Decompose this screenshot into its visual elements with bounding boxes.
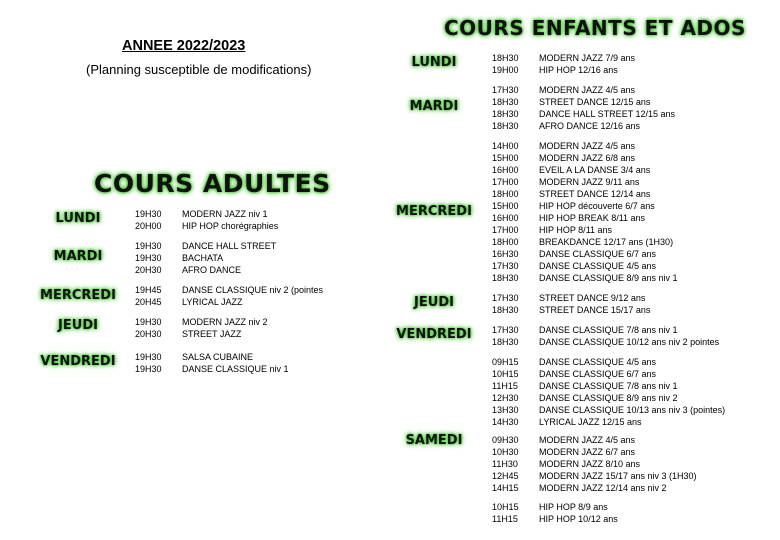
schedule-row <box>492 224 678 236</box>
class-time: 20H30 <box>135 265 162 275</box>
kids-day-mardi: MARDI <box>409 99 459 114</box>
class-time: 17H30 <box>492 293 519 303</box>
schedule-row <box>492 52 635 64</box>
schedule-row <box>492 392 725 404</box>
schedule-row <box>492 368 725 380</box>
schedule-row <box>492 164 678 176</box>
kids-mardi-schedule <box>492 84 675 132</box>
class-time: 14H30 <box>492 417 519 427</box>
schedule-row <box>492 434 697 446</box>
schedule-row <box>492 140 678 152</box>
class-time: 18H30 <box>492 337 519 347</box>
adults-day-jeudi: JEUDI <box>58 318 98 333</box>
class-name: HIP HOP BREAK 8/11 ans <box>539 213 646 223</box>
schedule-row <box>492 446 697 458</box>
class-name: DANSE CLASSIQUE 8/9 ans niv 1 <box>539 273 678 283</box>
class-name: EVEIL A LA DANSE 3/4 ans <box>539 165 651 175</box>
schedule-row <box>492 292 650 304</box>
class-name: DANCE HALL STREET 12/15 ans <box>539 109 676 119</box>
class-name: DANSE CLASSIQUE 6/7 ans <box>539 249 657 259</box>
schedule-row <box>492 108 675 120</box>
class-name: STREET DANCE 15/17 ans <box>539 305 651 315</box>
class-time: 19H45 <box>135 285 162 295</box>
class-time: 17H00 <box>492 225 519 235</box>
class-name: DANCE HALL STREET <box>182 241 277 251</box>
class-time: 18H30 <box>492 305 519 315</box>
schedule-row <box>492 416 725 428</box>
schedule-row <box>135 264 276 276</box>
class-time: 13H30 <box>492 405 519 415</box>
schedule-row <box>135 208 278 220</box>
schedule-row <box>492 324 719 336</box>
adults-day-vendredi: VENDREDI <box>40 354 116 369</box>
schedule-row <box>135 328 268 340</box>
schedule-row <box>492 120 675 132</box>
adults-mardi-schedule <box>135 240 276 276</box>
schedule-row <box>492 236 678 248</box>
class-name: HIP HOP découverte 6/7 ans <box>539 201 655 211</box>
class-time: 19H30 <box>135 209 162 219</box>
class-name: DANSE CLASSIQUE 10/12 ans niv 2 pointes <box>539 337 720 347</box>
class-time: 12H45 <box>492 471 519 481</box>
adults-day-lundi: LUNDI <box>55 211 101 226</box>
year-heading: ANNEE 2022/2023 <box>122 38 246 54</box>
schedule-row <box>492 356 725 368</box>
class-time: 14H15 <box>492 483 519 493</box>
class-time: 15H00 <box>492 153 519 163</box>
class-time: 19H30 <box>135 253 162 263</box>
class-name: AFRO DANCE 12/16 ans <box>539 121 641 131</box>
class-name: AFRO DANCE <box>182 265 242 275</box>
kids-day-mercredi: MERCREDI <box>396 204 472 219</box>
class-name: DANSE CLASSIQUE 7/8 ans niv 1 <box>539 381 678 391</box>
class-time: 17H30 <box>492 325 519 335</box>
schedule-row <box>492 304 650 316</box>
schedule-row <box>135 316 268 328</box>
class-name: MODERN JAZZ 4/5 ans <box>539 435 636 445</box>
class-name: DANSE CLASSIQUE niv 1 <box>182 364 289 374</box>
kids-samedi-hiphop-schedule <box>492 501 618 525</box>
class-time: 11H15 <box>492 514 518 524</box>
class-name: MODERN JAZZ 12/14 ans niv 2 <box>539 483 667 493</box>
class-name: DANSE CLASSIQUE niv 2 (pointes <box>182 285 324 295</box>
class-name: MODERN JAZZ 6/8 ans <box>539 153 636 163</box>
schedule-row <box>492 336 719 348</box>
adults-day-mercredi: MERCREDI <box>40 288 116 303</box>
class-name: STREET DANCE 12/15 ans <box>539 97 651 107</box>
class-time: 11H30 <box>492 459 518 469</box>
class-name: STREET DANCE 9/12 ans <box>539 293 646 303</box>
adults-mercredi-schedule <box>135 284 323 308</box>
schedule-row <box>492 458 697 470</box>
kids-vendredi-schedule <box>492 324 719 348</box>
schedule-row <box>135 220 278 232</box>
class-time: 12H30 <box>492 393 519 403</box>
adults-vendredi-schedule <box>135 351 289 375</box>
class-name: LYRICAL JAZZ <box>182 297 243 307</box>
class-name: MODERN JAZZ 4/5 ans <box>539 141 636 151</box>
class-time: 16H00 <box>492 213 519 223</box>
class-time: 18H30 <box>492 109 519 119</box>
class-name: DANSE CLASSIQUE 7/8 ans niv 1 <box>539 325 678 335</box>
schedule-row <box>492 200 678 212</box>
kids-section-title: COURS ENFANTS ET ADOS <box>444 16 746 40</box>
schedule-row <box>492 260 678 272</box>
class-name: BREAKDANCE 12/17 ans (1H30) <box>539 237 674 247</box>
schedule-row <box>135 351 289 363</box>
class-time: 16H30 <box>492 249 519 259</box>
schedule-row <box>492 272 678 284</box>
class-time: 18H30 <box>492 121 519 131</box>
schedule-row <box>135 363 289 375</box>
class-time: 19H30 <box>135 317 162 327</box>
kids-mercredi-schedule <box>492 140 678 284</box>
class-name: DANSE CLASSIQUE 4/5 ans <box>539 261 657 271</box>
schedule-row <box>492 501 618 513</box>
class-time: 10H15 <box>492 502 519 512</box>
class-name: MODERN JAZZ 6/7 ans <box>539 447 636 457</box>
class-name: HIP HOP 12/16 ans <box>539 65 618 75</box>
class-time: 19H30 <box>135 241 162 251</box>
class-time: 17H00 <box>492 177 519 187</box>
class-name: HIP HOP 8/11 ans <box>539 225 613 235</box>
schedule-row <box>492 380 725 392</box>
class-name: MODERN JAZZ niv 1 <box>182 209 268 219</box>
class-time: 17H30 <box>492 85 519 95</box>
class-time: 18H00 <box>492 189 519 199</box>
class-time: 18H30 <box>492 53 519 63</box>
planning-note: (Planning susceptible de modifications) <box>86 62 312 77</box>
schedule-row <box>492 404 725 416</box>
schedule-row <box>492 152 678 164</box>
kids-day-jeudi: JEUDI <box>414 295 454 310</box>
class-time: 19H30 <box>135 352 162 362</box>
adults-day-mardi: MARDI <box>53 249 103 264</box>
kids-day-lundi: LUNDI <box>411 55 457 70</box>
class-time: 09H15 <box>492 357 519 367</box>
kids-samedi-classique-schedule <box>492 356 725 428</box>
class-time: 10H30 <box>492 447 519 457</box>
class-time: 17H30 <box>492 261 519 271</box>
schedule-row <box>492 96 675 108</box>
class-name: MODERN JAZZ 15/17 ans niv 3 (1H30) <box>539 471 697 481</box>
class-name: STREET DANCE 12/14 ans <box>539 189 651 199</box>
class-name: MODERN JAZZ 4/5 ans <box>539 85 636 95</box>
class-name: HIP HOP 8/9 ans <box>539 502 608 512</box>
schedule-row <box>492 248 678 260</box>
class-time: 18H00 <box>492 237 519 247</box>
schedule-row <box>135 284 323 296</box>
class-time: 19H30 <box>135 364 162 374</box>
schedule-row <box>492 84 675 96</box>
class-name: BACHATA <box>182 253 224 263</box>
kids-day-vendredi: VENDREDI <box>396 327 472 342</box>
class-time: 11H15 <box>492 381 518 391</box>
schedule-row <box>492 176 678 188</box>
class-name: DANSE CLASSIQUE 8/9 ans niv 2 <box>539 393 678 403</box>
class-time: 20H00 <box>135 221 162 231</box>
class-name: MODERN JAZZ 9/11 ans <box>539 177 640 187</box>
class-name: HIP HOP 10/12 ans <box>539 514 618 524</box>
class-time: 15H00 <box>492 201 519 211</box>
class-time: 18H30 <box>492 273 519 283</box>
kids-samedi-jazz-schedule <box>492 434 697 494</box>
class-name: MODERN JAZZ 7/9 ans <box>539 53 636 63</box>
class-time: 09H30 <box>492 435 519 445</box>
kids-jeudi-schedule <box>492 292 650 316</box>
kids-day-samedi: SAMEDI <box>405 433 463 448</box>
class-name: SALSA CUBAINE <box>182 352 254 362</box>
schedule-row <box>492 482 697 494</box>
schedule-row <box>492 188 678 200</box>
class-time: 18H30 <box>492 97 519 107</box>
schedule-row <box>135 240 276 252</box>
schedule-row <box>492 513 618 525</box>
class-time: 10H15 <box>492 369 519 379</box>
schedule-row <box>135 296 323 308</box>
kids-lundi-schedule <box>492 52 635 76</box>
class-name: DANSE CLASSIQUE 4/5 ans <box>539 357 657 367</box>
class-name: MODERN JAZZ 8/10 ans <box>539 459 641 469</box>
class-time: 19H00 <box>492 65 519 75</box>
schedule-row <box>492 470 697 482</box>
class-name: STREET JAZZ <box>182 329 242 339</box>
class-name: MODERN JAZZ niv 2 <box>182 317 268 327</box>
class-time: 20H30 <box>135 329 162 339</box>
class-time: 20H45 <box>135 297 162 307</box>
adults-section-title: COURS ADULTES <box>94 169 331 198</box>
schedule-row <box>492 212 678 224</box>
class-name: DANSE CLASSIQUE 10/13 ans niv 3 (pointes) <box>539 405 726 415</box>
schedule-row <box>492 64 635 76</box>
class-time: 16H00 <box>492 165 519 175</box>
class-name: LYRICAL JAZZ 12/15 ans <box>539 417 642 427</box>
schedule-row <box>135 252 276 264</box>
class-name: DANSE CLASSIQUE 6/7 ans <box>539 369 657 379</box>
class-time: 14H00 <box>492 141 519 151</box>
adults-jeudi-schedule <box>135 316 268 340</box>
adults-lundi-schedule <box>135 208 278 232</box>
class-name: HIP HOP chorégraphies <box>182 221 279 231</box>
